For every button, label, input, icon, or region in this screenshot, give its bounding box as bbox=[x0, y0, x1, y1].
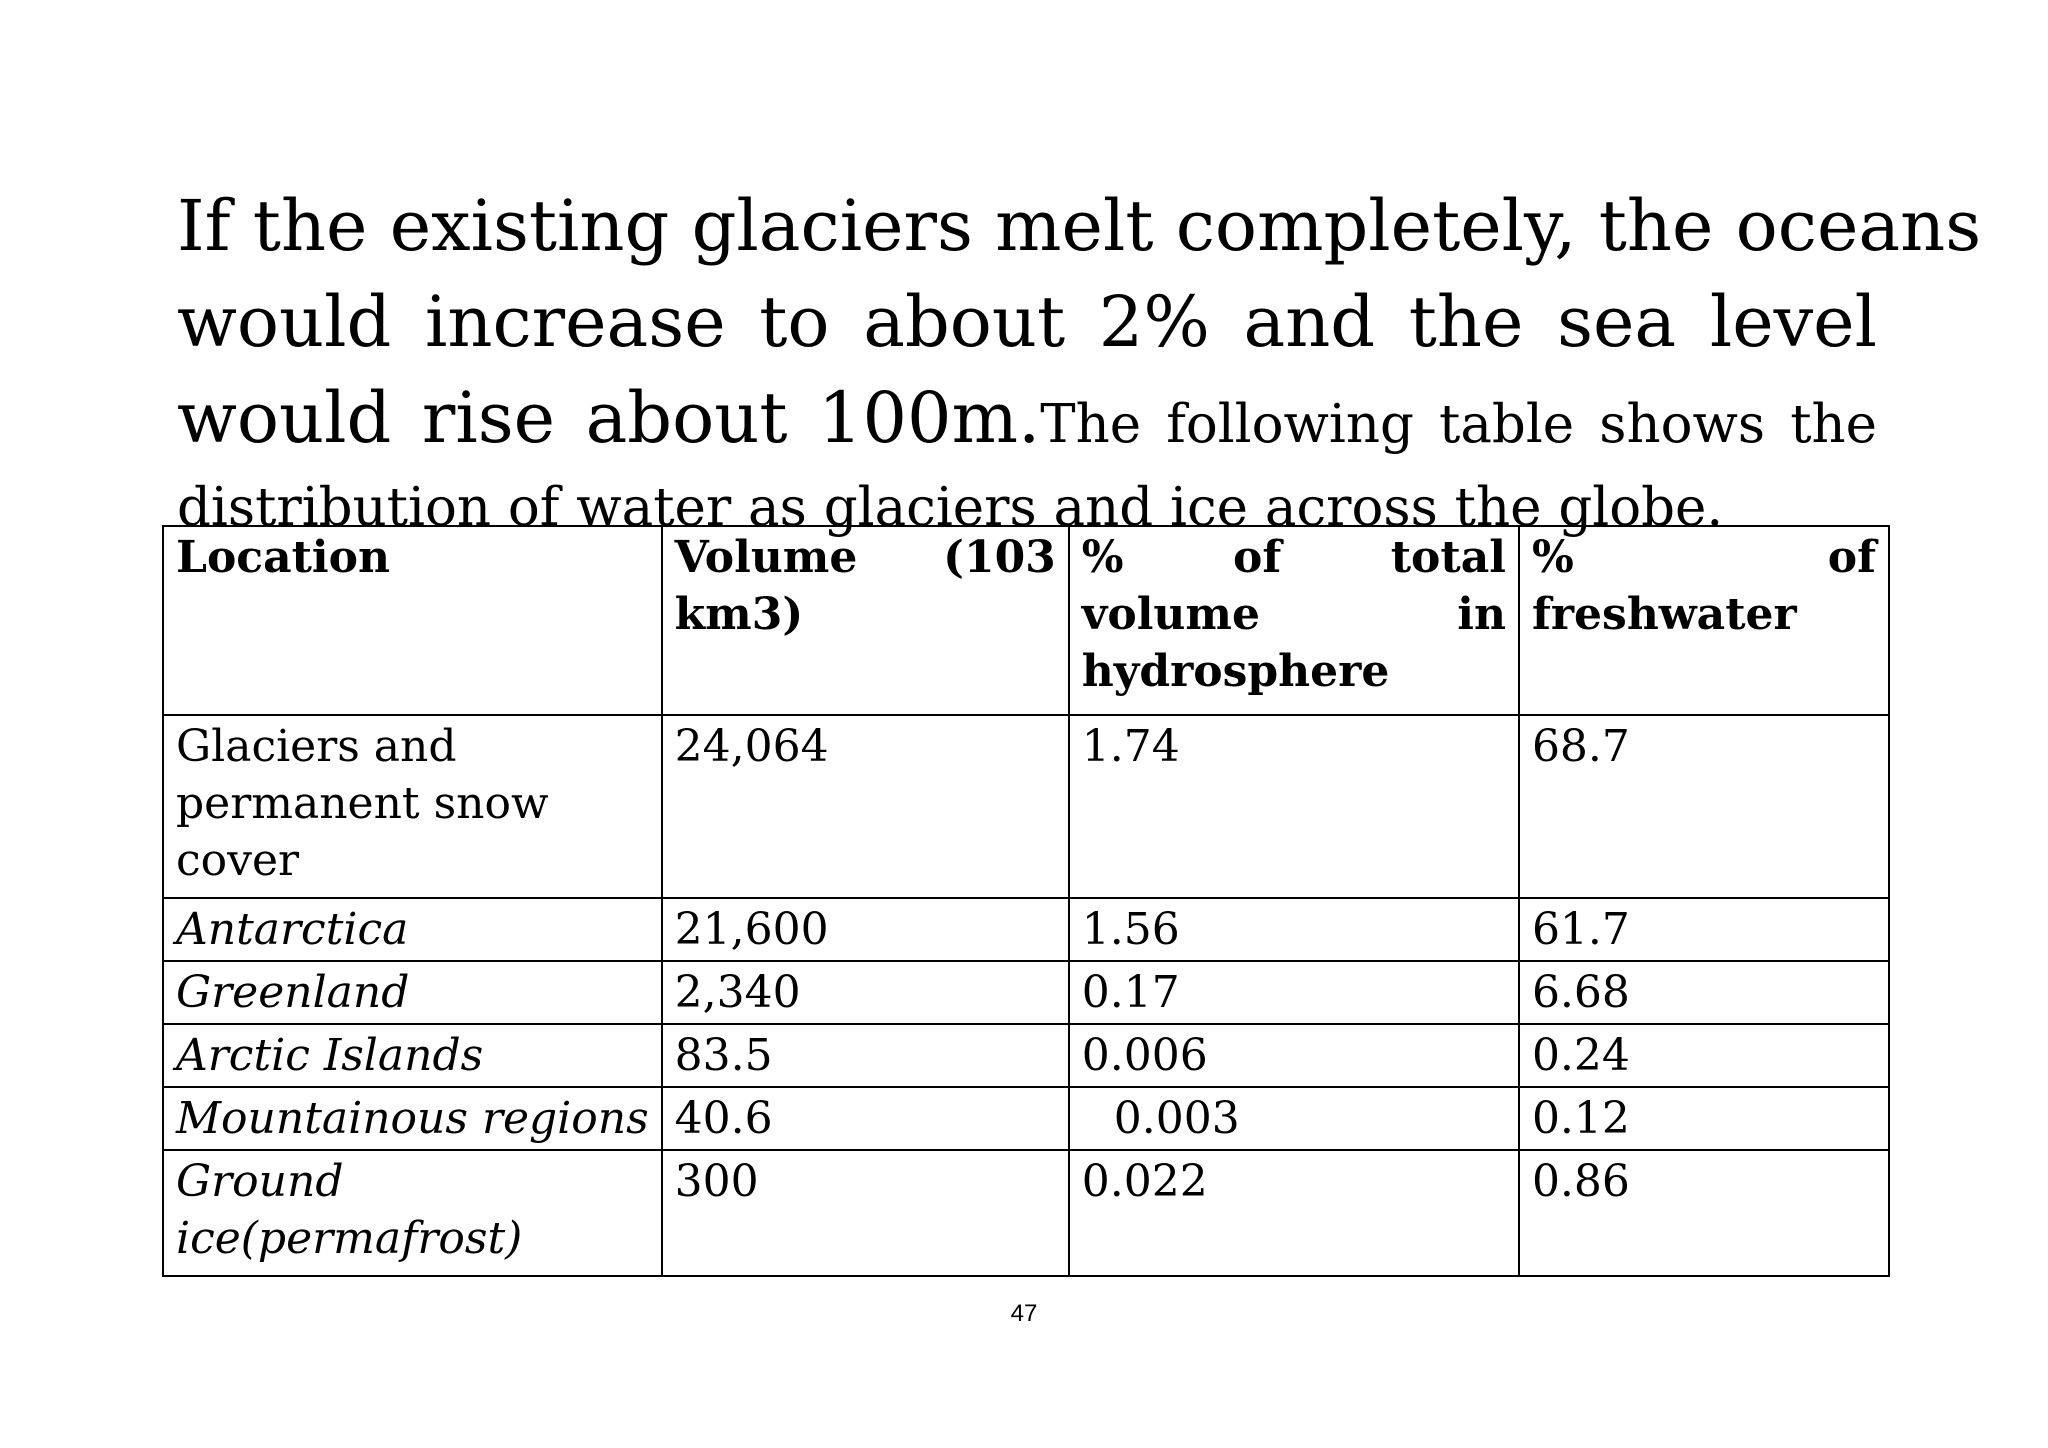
cell-pct-freshwater: 0.24 bbox=[1519, 1024, 1889, 1087]
paragraph-line-3-big: would rise about 100m. bbox=[177, 377, 1041, 459]
cell-volume: 40.6 bbox=[662, 1087, 1069, 1150]
cell-volume: 2,340 bbox=[662, 961, 1069, 1024]
cell-volume: 83.5 bbox=[662, 1024, 1069, 1087]
header-volume: Volume (103 km3) bbox=[662, 526, 1069, 715]
cell-pct-freshwater: 6.68 bbox=[1519, 961, 1889, 1024]
cell-pct-hydrosphere: 1.74 bbox=[1069, 715, 1519, 898]
cell-location: Ground ice(permafrost) bbox=[163, 1150, 662, 1276]
cell-pct-freshwater: 0.12 bbox=[1519, 1087, 1889, 1150]
cell-pct-freshwater: 0.86 bbox=[1519, 1150, 1889, 1276]
header-location: Location bbox=[163, 526, 662, 715]
table-row bbox=[163, 1024, 1889, 1087]
body-paragraph bbox=[177, 178, 1982, 543]
cell-location: Glaciers and permanent snow cover bbox=[163, 715, 662, 898]
glacier-distribution-table bbox=[162, 525, 1890, 1277]
paragraph-line-3-small: The following table shows the bbox=[1040, 394, 1877, 455]
cell-pct-hydrosphere: 0.006 bbox=[1069, 1024, 1519, 1087]
cell-pct-hydrosphere: 1.56 bbox=[1069, 898, 1519, 961]
table-row bbox=[163, 961, 1889, 1024]
header-pct-hydrosphere: % of total volume in hydrosphere bbox=[1069, 526, 1519, 715]
cell-pct-hydrosphere: 0.003 bbox=[1069, 1087, 1519, 1150]
cell-pct-hydrosphere: 0.17 bbox=[1069, 961, 1519, 1024]
paragraph-line-3 bbox=[177, 370, 1877, 473]
cell-pct-freshwater: 68.7 bbox=[1519, 715, 1889, 898]
header-pct-freshwater: % of freshwater bbox=[1519, 526, 1889, 715]
page-number: 47 bbox=[1010, 1300, 1038, 1327]
cell-location: Mountainous regions bbox=[163, 1087, 662, 1150]
cell-pct-hydrosphere: 0.022 bbox=[1069, 1150, 1519, 1276]
cell-volume: 21,600 bbox=[662, 898, 1069, 961]
table-header-row bbox=[163, 526, 1889, 715]
paragraph-line-4: distribution of water as glaciers and ice across the globe. bbox=[177, 477, 1724, 538]
cell-location: Greenland bbox=[163, 961, 662, 1024]
cell-pct-freshwater: 61.7 bbox=[1519, 898, 1889, 961]
table-row bbox=[163, 715, 1889, 898]
table-row bbox=[163, 898, 1889, 961]
table-row bbox=[163, 1150, 1889, 1276]
cell-location: Antarctica bbox=[163, 898, 662, 961]
paragraph-line-1: If the existing glaciers melt completely, the oceans bbox=[177, 185, 1982, 267]
cell-location: Arctic Islands bbox=[163, 1024, 662, 1087]
paragraph-line-2: would increase to about 2% and the sea level bbox=[177, 281, 1877, 363]
cell-volume: 300 bbox=[662, 1150, 1069, 1276]
cell-volume: 24,064 bbox=[662, 715, 1069, 898]
table-row bbox=[163, 1087, 1889, 1150]
